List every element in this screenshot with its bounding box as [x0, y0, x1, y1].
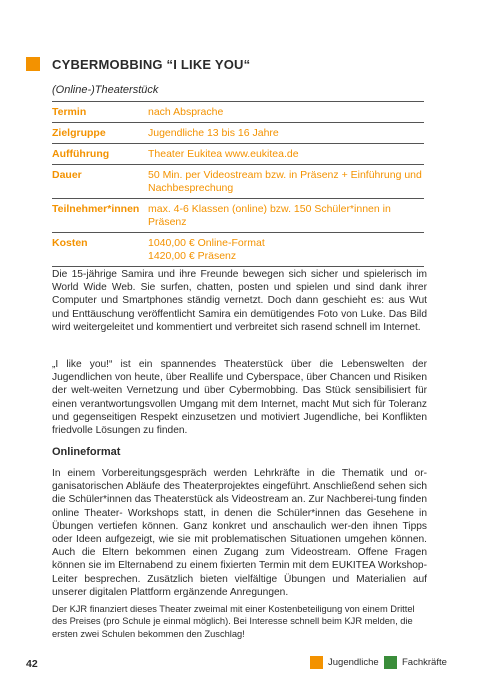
description-paragraph: Die 15-jährige Samira und ihre Freunde bewegen sich sicher und spielerisch im World Wide Web. Sie surfen, chatten, posten und spielen und sind dank ihrer Computer und Smartphones ständig vernetzt. Doch dann geschieht es: aus Wut und Enttäuschung veröffentlicht Samira ein demütigendes Foto von Luke. Das Bild wird weitergeleitet und kommentiert und verbreitet sich rasend schnell im Internet.	[52, 269, 427, 333]
page-number: 42	[26, 658, 38, 670]
info-label: Kosten	[52, 237, 88, 249]
section-marker-icon	[26, 57, 40, 71]
info-label: Aufführung	[52, 148, 110, 160]
info-value: Jugendliche 13 bis 16 Jahre	[148, 127, 279, 139]
info-row-auffuehrung	[52, 143, 424, 164]
info-value: Theater Eukitea www.eukitea.de	[148, 148, 299, 160]
info-row-termin	[52, 101, 424, 122]
funding-note: Der KJR finanziert dieses Theater zweimal mit einer Kostenbeteiligung von einem Drittel des Preises (pro Schule je einmal möglich). Bei Interesse schnell beim KJR melden, die ersten zwei Schulen bekommen den Zuschlag!	[52, 604, 415, 639]
info-value: max. 4-6 Klassen (online) bzw. 150 Schüler*innen in Präsenz	[148, 203, 391, 228]
info-value: nach Absprache	[148, 106, 224, 118]
orange-swatch-icon	[310, 656, 323, 669]
info-label: Dauer	[52, 169, 82, 181]
info-label: Zielgruppe	[52, 127, 106, 139]
info-value: 50 Min. per Videostream bzw. in Präsenz + Einführung und Nachbesprechung	[148, 169, 422, 194]
legend-label: Jugendliche	[328, 657, 379, 668]
legend-item-jugendliche	[310, 656, 379, 669]
info-label: Teilnehmer*innen	[52, 203, 140, 215]
green-swatch-icon	[384, 656, 397, 669]
info-table	[52, 101, 424, 267]
info-row-teilnehmer	[52, 198, 424, 232]
section-heading: Onlineformat	[52, 446, 121, 458]
legend-label: Fachkräfte	[402, 657, 447, 668]
page-subtitle: (Online-)Theaterstück	[52, 84, 159, 96]
page-title: CYBERMOBBING “I LIKE YOU“	[52, 57, 251, 72]
info-row-dauer	[52, 164, 424, 198]
legend-item-fachkraefte	[384, 656, 447, 669]
info-row-kosten	[52, 232, 424, 267]
info-row-zielgruppe	[52, 122, 424, 143]
play-paragraph: „I like you!“ ist ein spannendes Theaterstück über die Lebenswelten der Jugendlichen von heute, über Reallife und Cyberspace, über Chancen und Risiken der welt-weiten Vernetzung und über Cybermobbing. Das Stück sensibilisiert für einen verantwortungsvollen Umgang mit dem Internet, macht Mut sich für Toleranz und gegenseitigen Respekt einzusetzen und motiviert Jugendliche, bei Konflikten friedvolle Lösungen zu finden.	[52, 359, 427, 437]
info-value: 1040,00 € Online-Format 1420,00 € Präsenz	[148, 237, 265, 262]
onlineformat-paragraph: In einem Vorbereitungsgespräch werden Lehrkräfte in die Thematik und or-ganisatorischen Abläufe des Theaterprojektes eingeführt. Anschließend sehen sich die Schüler*innen das Theaterstück als Videostream an. Zur Nachberei-tung finden online Theater- Workshops statt, in denen die Schüler*innen das Gesehene in Übungen vertiefen können. Ganz konkret und anschaulich wer-den ihnen Tipps oder Ideen aufgezeigt, wie sie mit problematischen Situationen umgehen können. Auch die Eltern bekommen einen Zugang zum Videostream. Offene Fragen können sie im Elternabend zu einem fixierten Termin mit dem EUKITEA Workshop-Leiter besprechen. Zusätzlich bieten vielfältige Übungen und Materialien auf unserer digitalen Plattform ergänzende Anregungen.	[52, 468, 427, 598]
info-label: Termin	[52, 106, 87, 118]
